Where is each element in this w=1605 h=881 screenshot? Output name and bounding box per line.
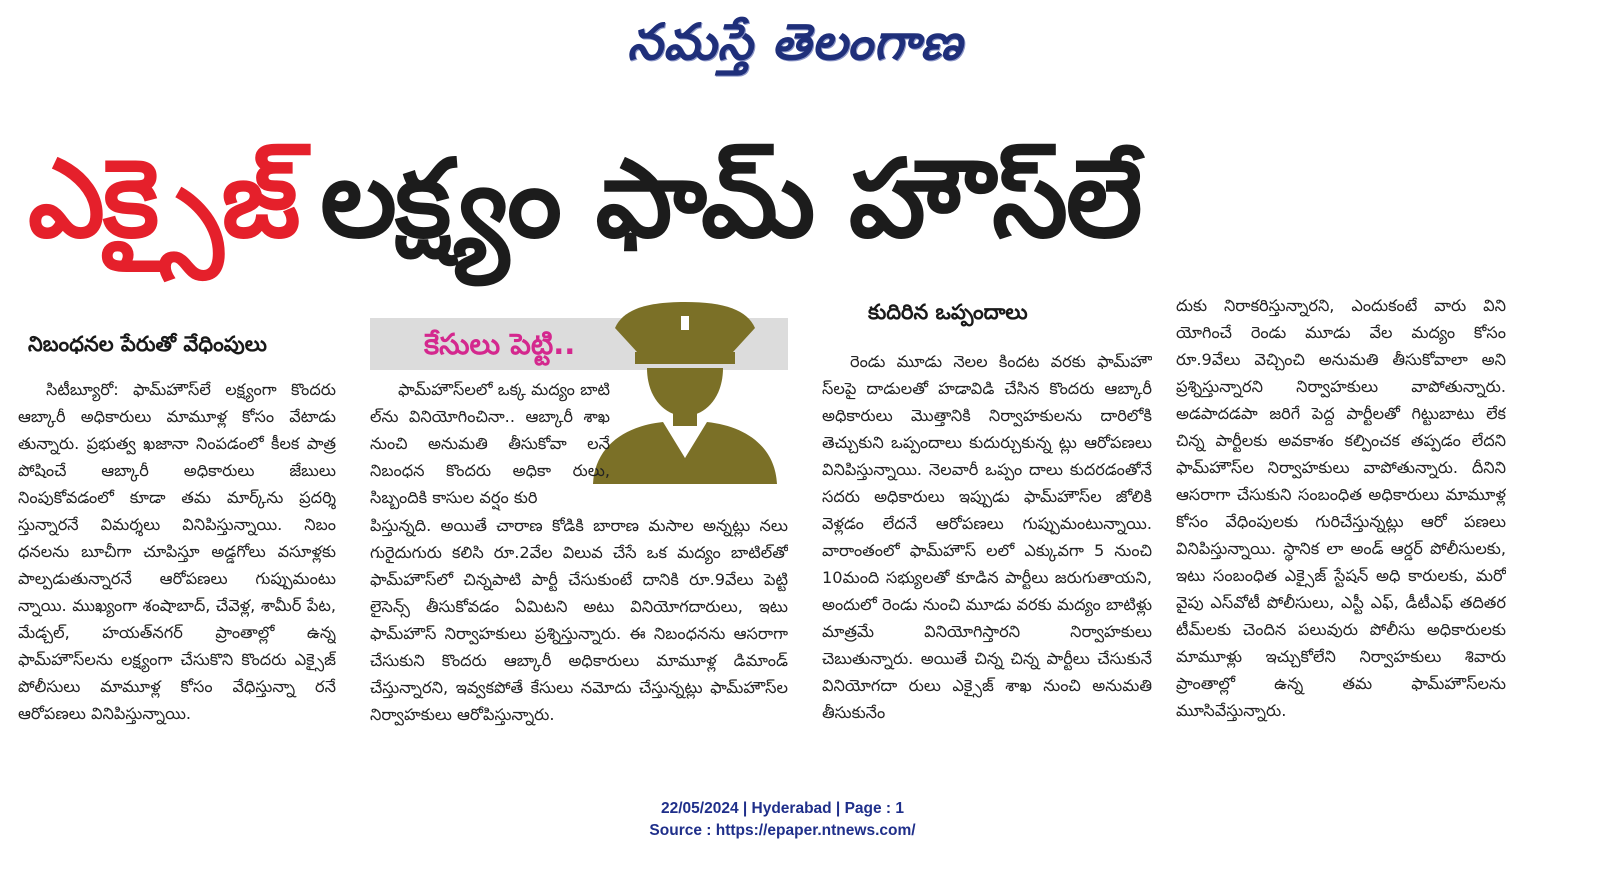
column-3-subhead: కుదిరిన ఒప్పందాలు (868, 300, 1028, 324)
column-4-body (1176, 292, 1506, 732)
headline-red: ఎక్సైజ్ (28, 137, 299, 262)
column-2-body-top (370, 376, 610, 511)
headline-black: లక్ష్యం ఫామ్ హౌస్‌లే (320, 137, 1141, 262)
footer-source-line: Source : https://epaper.ntnews.com/ (649, 822, 916, 839)
column-4-text: దుకు నిరాకరిస్తున్నారని, ఎందుకంటే వారు విని యోగించే రెండు మూడు వేల మద్యం కోసం రూ.9వేలు వెచ్చించి అనుమతి తీసుకోవాలా అని ప్రశ్నిస్తున్నారని నిర్వాహకులు వాపోతున్నారు. అడపాదడపా జరిగే పెద్ద పార్టీలతో గిట్టుబాటు లేక చిన్న పార్టీలకు అవకాశం కల్పించక తప్పడం లేదని ఫామ్‌హౌస్‌ల నిర్వాహకులు వాపోతున్నారు. దీనిని ఆసరాగా చేసుకుని సంబంధిత అధికారులు మామూళ్ల కోసం వేధింపులకు గురిచేస్తున్నట్లు ఆరో పణలు వినిపిస్తున్నాయి. స్థానిక లా అండ్ ఆర్డర్ పోలీసులకు, ఇటు సంబంధిత ఎక్సైజ్ స్టేషన్ అధి కారులకు, మరో వైపు ఎస్‌వోటీ పోలీసులు, ఎస్టీ ఎఫ్, డీటీఎఫ్ తదితర టీమ్‌లకు చెందిన పలువురు పోలీసు అధికారులకు మామూళ్లు ఇచ్చుకోలేని నిర్వాహకులు శివారు ప్రాంతాల్లో ఉన్న తమ ఫామ్‌హౌస్‌లను మూసివేస్తున్నారు. (1176, 296, 1506, 720)
column-3-body (822, 348, 1152, 732)
column-1-body (18, 376, 336, 732)
column-1-text: సిటీబ్యూరో: ఫామ్‌హౌస్‌లే లక్ష్యంగా కొందరు ఆబ్కారీ అధికారులు మామూళ్ల కోసం వేటాడు తున్నారు. ప్రభుత్వ ఖజానా నింపడంలో కీలక పాత్ర పోషించే ఆబ్కారీ అధికారులు జేబులు నింపుకోవడంలో కూడా తమ మార్క్‌ను ప్రదర్శి స్తున్నారనే విమర్శలు వినిపిస్తున్నాయి. నిబం ధనలను బూచీగా చూపిస్తూ అడ్డగోలు వసూళ్లకు పాల్పడుతున్నారనే ఆరోపణలు గుప్పుమంటు న్నాయి. ముఖ్యంగా శంషాబాద్, చేవెళ్ల, శామీర్ పేట, మేడ్చల్, హయత్‌నగర్ ప్రాంతాల్లో ఉన్న ఫామ్‌హౌస్‌లను లక్ష్యంగా చేసుకొని కొందరు ఎక్సైజ్ పోలీసులు మామూళ్ల కోసం వేధిస్తున్నా రనే ఆరోపణలు వినిపిస్తున్నాయి. (18, 380, 336, 723)
masthead: నమస్తే తెలంగాణ (627, 13, 963, 71)
column-2-text-bottom: పిస్తున్నది. అయితే చారాణ కోడికి బారాణ మసాల అన్నట్లు నలు గురైదుగురు కలిసి రూ.2వేల విలువ చేసే ఒక మద్యం బాటిల్‌తో ఫామ్‌హౌస్‌లో చిన్నపాటి పార్టీ చేసుకుంటే దానికి రూ.9వేలు పెట్టి లైసెన్స్ తీసుకోవడం ఏమిటని అటు వినియోగదారులు, ఇటు ఫామ్‌హౌస్ నిర్వాహకులు ప్రశ్నిస్తున్నారు. ఈ నిబంధనను ఆసరాగా చేసుకుని కొందరు ఆబ్కారీ అధికారులు మామూళ్ల డిమాండ్ చేస్తున్నారని, ఇవ్వకపోతే కేసులు నమోదు చేస్తున్నట్లు ఫామ్‌హౌస్‌ల నిర్వాహకులు ఆరోపిస్తున్నారు. (370, 516, 788, 724)
column-3-text: రెండు మూడు నెలల కిందట వరకు ఫామ్‌హౌ స్‌లపై దాడులతో హడావిడి చేసిన కొందరు ఆబ్కారీ అధికారులు మొత్తానికి నిర్వాహకులను దారిలోకి తెచ్చుకుని ఒప్పందాలు కుదుర్చుకున్న ట్లు ఆరోపణలు వినిపిస్తున్నాయి. నెలవారీ ఒప్పం దాలు కుదరడంతోనే సదరు అధికారులు ఇప్పుడు ఫామ్‌హౌస్‌ల జోలికి వెళ్లడం లేదనే ఆరోపణలు గుప్పుమంటున్నాయి. వారాంతంలో ఫామ్‌హౌస్ లలో ఎక్కువగా 5 నుంచి 10మంది సభ్యులతో కూడిన పార్టీలు జరుగుతాయని, అందులో రెండు నుంచి మూడు వరకు మద్యం బాటిళ్లు మాత్రమే వినియోగిస్తారని నిర్వాహకులు చెబుతున్నారు. అయితే చిన్న చిన్న పార్టీలు చేసుకునే వినియోగదా రులు ఎక్సైజ్ శాఖ నుంచి అనుమతి తీసుకునేం (822, 352, 1152, 722)
column-2-text-top: ఫామ్‌హౌస్‌లలో ఒక్క మద్యం బాటి ల్‌ను వినియోగించినా.. ఆబ్కారీ శాఖ నుంచి అనుమతి తీసుకోవా లనే నిబంధన కొందరు అధికా రులు, సిబ్బందికి కాసుల వర్షం కురి (370, 380, 610, 507)
column-1-subhead: నిబంధనల పేరుతో వేధింపులు (28, 332, 267, 356)
police-officer-icon (585, 298, 785, 484)
kesulu-box-title: కేసులు పెట్టి.. (424, 327, 576, 361)
footer-date-line: 22/05/2024 | Hyderabad | Page : 1 (660, 800, 905, 817)
column-2-body-bottom (370, 512, 788, 732)
headline (28, 120, 1558, 280)
